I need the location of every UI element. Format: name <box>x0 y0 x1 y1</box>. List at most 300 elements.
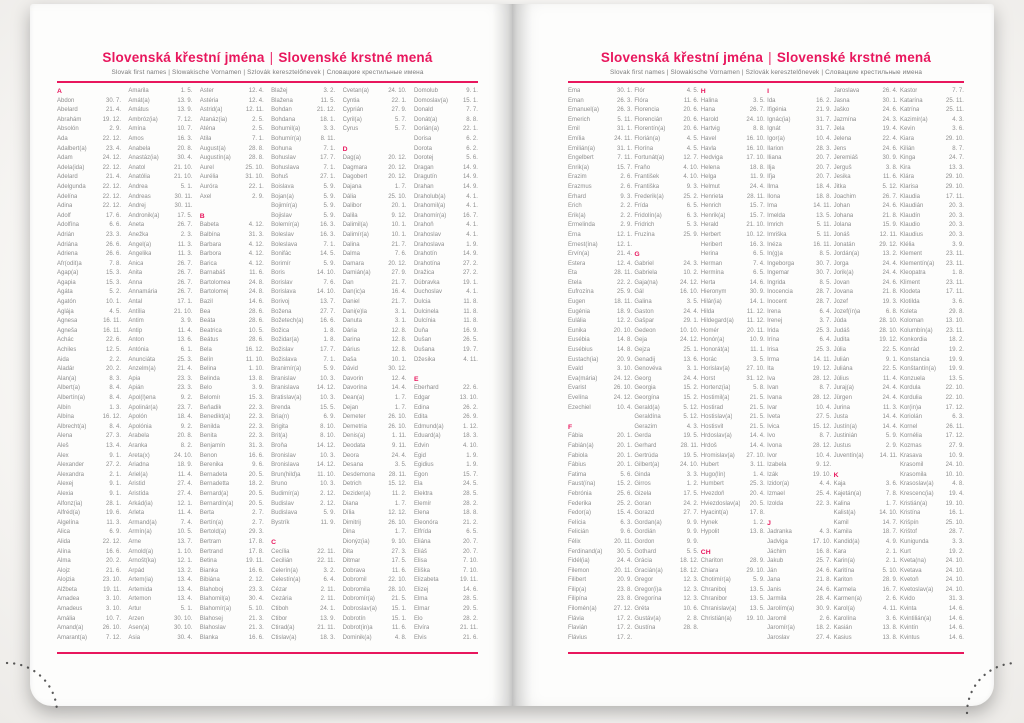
given-name: Jadranka <box>767 529 792 536</box>
given-name: Damián(a) <box>342 270 371 277</box>
given-name: Kor(in)a <box>899 404 922 411</box>
name-day-date: 28. 12. <box>812 375 832 382</box>
name-entry <box>271 519 335 529</box>
name-day-date: 27. 3. <box>105 433 121 440</box>
given-name: Klára <box>899 174 914 181</box>
given-name: Juliána <box>833 366 853 373</box>
name-day-date: 27. 2. <box>105 462 121 469</box>
name-day-date: 30. 9. <box>749 289 765 296</box>
name-entry <box>634 164 698 174</box>
name-entry <box>701 471 765 481</box>
name-day-date: 24. 12. <box>613 375 632 382</box>
name-entry <box>900 317 964 327</box>
name-day-date: 17. 6. <box>105 212 121 219</box>
name-entry <box>200 605 264 615</box>
given-name: Agáta <box>57 289 73 296</box>
name-entry <box>414 605 478 615</box>
name-entry <box>57 375 121 385</box>
given-name: Elma <box>413 596 428 603</box>
given-name: Barbara <box>199 241 222 248</box>
given-name: Erich <box>568 203 582 210</box>
name-day-date: 13. 10. <box>945 318 964 325</box>
name-entry <box>568 154 632 164</box>
name-day-date: 14. 8. <box>616 337 632 344</box>
name-entry <box>200 500 264 510</box>
given-name: Amos <box>128 135 144 142</box>
name-entry <box>634 260 698 270</box>
name-day-date: 14. 11. <box>813 356 832 363</box>
name-entry <box>701 375 765 385</box>
given-name: Koloman <box>899 318 924 325</box>
given-name: Anna <box>128 279 143 286</box>
name-entry <box>900 221 964 231</box>
given-name: Eva(mária) <box>568 375 598 382</box>
name-day-date: 5. 12. <box>683 414 699 421</box>
name-entry <box>568 116 632 126</box>
name-day-date: 8. 8. <box>753 126 765 133</box>
given-name: Gregor <box>634 577 654 584</box>
name-day-date: 11. 4. <box>177 471 193 478</box>
given-name: Chiara <box>700 567 719 574</box>
name-entry <box>343 423 407 433</box>
name-day-date: 21. 6. <box>105 567 121 574</box>
name-entry <box>128 615 192 625</box>
name-day-date: 12. 3. <box>683 596 699 603</box>
name-entry <box>414 624 478 634</box>
given-name: Kalist(a) <box>833 510 856 517</box>
name-day-date: 30. 1. <box>616 88 632 94</box>
name-day-date: 17. 5. <box>683 490 699 497</box>
name-day-date: 6. 5. <box>466 529 478 536</box>
name-entry <box>343 538 407 548</box>
name-entry <box>200 586 264 596</box>
name-entry <box>568 624 632 634</box>
name-day-date: 4. 1. <box>466 203 478 210</box>
name-entry <box>767 471 831 481</box>
name-day-date: 27. 9. <box>391 107 407 114</box>
name-entry <box>271 288 335 298</box>
name-entry <box>57 384 121 394</box>
given-name: Arne <box>128 538 142 545</box>
name-entry <box>343 452 407 462</box>
given-name: Aurel <box>199 164 214 171</box>
name-day-date: 17. 1. <box>177 299 193 306</box>
name-column <box>834 87 898 647</box>
name-entry <box>200 327 264 337</box>
name-entry <box>568 548 632 558</box>
name-day-date: 24. 3. <box>683 260 699 267</box>
name-entry <box>701 250 765 260</box>
name-entry <box>767 154 831 164</box>
name-day-date: 5. 6. <box>620 471 632 478</box>
given-name: Chranislav(a) <box>700 606 737 613</box>
name-day-date: 19. 10. <box>812 471 832 478</box>
name-day-date: 7. 1. <box>252 135 264 142</box>
name-day-date: 26. 7. <box>177 289 193 296</box>
name-day-date: 24. 6. <box>882 203 898 210</box>
name-day-date: 24. 4. <box>616 558 632 565</box>
name-entry <box>568 183 632 193</box>
name-entry <box>701 365 765 375</box>
name-entry <box>634 336 698 346</box>
name-entry <box>271 106 335 116</box>
name-day-date: 19. 2. <box>948 347 964 354</box>
name-entry <box>568 595 632 605</box>
name-day-date: 1. 8. <box>323 327 336 334</box>
name-day-date: 17. 2. <box>616 634 632 641</box>
name-entry <box>57 250 121 260</box>
given-name: Apolinár(a) <box>128 404 158 411</box>
name-entry <box>200 365 264 375</box>
name-entry <box>57 106 121 116</box>
name-entry <box>701 288 765 298</box>
given-name: Božena <box>271 308 292 315</box>
given-name: Hviezdoslav(a) <box>700 500 741 507</box>
given-name: Axel <box>199 193 212 200</box>
name-entry <box>343 356 407 366</box>
name-day-date: 13. 8. <box>882 625 898 632</box>
name-entry <box>900 500 964 510</box>
name-day-date: 12. 5. <box>105 347 121 354</box>
name-day-date: 22. 12. <box>102 183 121 190</box>
name-entry <box>767 557 831 567</box>
given-name: Fábia <box>568 433 584 440</box>
given-name: Demetria <box>342 423 367 430</box>
name-day-date: 26. 4. <box>882 88 898 94</box>
given-name: Apolón <box>128 414 148 421</box>
name-day-date: 21. 12. <box>316 107 336 114</box>
given-name: Cecilián <box>271 558 293 565</box>
given-name: Dag(a) <box>342 155 361 162</box>
name-entry <box>568 356 632 366</box>
name-day-date: 5. 1. <box>180 183 193 190</box>
name-entry <box>343 375 407 385</box>
name-day-date: 13. 4. <box>177 586 193 593</box>
given-name: Ifigénia <box>767 107 787 114</box>
given-name: Ginda <box>634 471 651 478</box>
given-name: Andronik(a) <box>128 212 160 219</box>
given-name: Domolub <box>413 88 438 94</box>
given-name: Ivo <box>767 433 776 440</box>
name-day-date: 18. 8. <box>462 510 478 517</box>
given-name: Alica <box>57 529 71 536</box>
given-name: Fruzína <box>634 231 655 238</box>
name-day-date: 3. 2. <box>323 567 336 574</box>
name-day-date: 24. 6. <box>882 279 898 286</box>
name-day-date: 17. 12. <box>945 404 964 411</box>
given-name: Jerguš <box>833 164 852 171</box>
given-name: Bibiána <box>199 577 220 584</box>
name-entry <box>900 413 964 423</box>
name-entry <box>414 413 478 423</box>
name-day-date: 24. 4. <box>683 375 699 382</box>
page-subtitle: Slovak first names | Slowakische Vornamen | Szlovák keresztelőnevek | Словацкие крестильные имена <box>111 69 424 76</box>
name-day-date: 28. 12. <box>812 442 832 449</box>
name-day-date: 6. 2. <box>466 145 478 152</box>
name-entry <box>834 365 898 375</box>
given-name: Ctislav(a) <box>271 634 297 641</box>
name-day-date: 14. 11. <box>879 452 898 459</box>
name-entry <box>767 548 831 558</box>
name-entry <box>701 452 765 462</box>
given-name: Jaroslav <box>767 634 790 641</box>
name-day-date: 31. 3. <box>948 596 964 603</box>
name-day-date: 24. 6. <box>816 586 832 593</box>
name-day-date: 12. 4. <box>616 260 632 267</box>
given-name: Arnošt(ka) <box>128 558 157 565</box>
name-entry <box>343 576 407 586</box>
name-day-date: 5. 7. <box>394 126 407 133</box>
given-name: Filemon <box>568 567 590 574</box>
given-name: Alida <box>57 538 71 545</box>
name-day-date: 22. 4. <box>882 135 898 142</box>
given-name: Hostirad <box>700 404 724 411</box>
name-entry <box>767 116 831 126</box>
given-name: Gabriel <box>634 260 654 267</box>
name-day-date: 20. 5. <box>248 500 264 507</box>
given-name: Eman <box>568 97 584 104</box>
name-day-date: 11. 9. <box>750 174 765 181</box>
name-day-date: 8. 10. <box>320 433 336 440</box>
name-entry <box>900 288 964 298</box>
header-rule <box>57 81 478 83</box>
name-day-date: 7. 1. <box>323 164 336 171</box>
given-name: Anežka <box>128 231 149 238</box>
name-entry <box>568 145 632 155</box>
given-name: Eugénia <box>568 308 591 315</box>
name-day-date: 4. 12. <box>248 241 264 248</box>
given-name: Kara <box>833 548 847 555</box>
name-entry <box>343 298 407 308</box>
name-day-date: 27. 9. <box>391 270 407 277</box>
name-day-date: 13. 3. <box>948 164 964 171</box>
name-entry <box>767 605 831 615</box>
name-day-date: 23. 3. <box>177 375 193 382</box>
section-letter: I <box>767 88 770 95</box>
name-entry <box>343 87 407 97</box>
given-name: Ingemar <box>767 270 790 277</box>
name-entry <box>634 576 698 586</box>
name-entry <box>701 164 765 174</box>
given-name: Genadij <box>634 356 656 363</box>
name-entry <box>767 327 831 337</box>
given-name: Kozmas <box>899 442 922 449</box>
name-entry <box>414 308 478 318</box>
name-entry <box>343 221 407 231</box>
given-name: Antília <box>128 308 146 315</box>
name-entry <box>767 375 831 385</box>
name-day-date: 17. 7. <box>320 347 336 354</box>
given-name: Ferdinand(a) <box>568 548 603 555</box>
name-day-date: 7. 7. <box>952 88 964 94</box>
name-entry <box>634 461 698 471</box>
name-day-date: 20. 7. <box>462 548 478 555</box>
name-day-date: 30. 11. <box>174 193 193 200</box>
name-day-date: 11. 9. <box>320 519 336 526</box>
given-name: Jozef <box>833 299 848 306</box>
given-name: Belomír <box>199 395 221 401</box>
name-day-date: 15. 9. <box>882 222 898 229</box>
name-entry <box>701 413 765 423</box>
given-name: Humbert <box>700 481 724 488</box>
given-name: Kiara <box>899 135 914 142</box>
name-entry <box>767 452 831 462</box>
given-name: Georgia <box>634 385 656 392</box>
name-day-date: 15. 7. <box>462 471 478 478</box>
name-entry <box>834 183 898 193</box>
name-day-date: 5. 11. <box>617 116 632 123</box>
name-entry <box>414 125 478 135</box>
name-day-date: 2. 9. <box>620 222 632 229</box>
name-day-date: 13. 5. <box>816 212 832 219</box>
name-day-date: 16. 2. <box>816 97 832 104</box>
name-day-date: 25. 2. <box>616 500 632 507</box>
given-name: Elizabeta <box>413 577 439 584</box>
name-entry <box>900 557 964 567</box>
name-day-date: 9. 2. <box>180 395 193 401</box>
name-entry <box>568 164 632 174</box>
name-day-date: 1. 2. <box>686 481 699 488</box>
name-entry <box>414 548 478 558</box>
name-entry <box>271 221 335 231</box>
name-day-date: 7. 7. <box>466 107 478 114</box>
name-entry <box>568 87 632 97</box>
name-day-date: 10. 1. <box>391 356 407 363</box>
name-day-date: 2. 6. <box>620 183 632 190</box>
name-entry <box>414 154 478 164</box>
name-entry <box>343 154 407 164</box>
section-letter: F <box>568 423 573 431</box>
name-entry <box>200 404 264 414</box>
name-entry <box>414 250 478 260</box>
name-entry <box>634 567 698 577</box>
name-day-date: 20. 5. <box>248 471 264 478</box>
name-day-date: 24. 5. <box>462 481 478 488</box>
given-name: Dragutín <box>413 174 437 181</box>
name-day-date: 24. 3. <box>882 116 898 123</box>
name-entry <box>57 269 121 279</box>
name-day-date: 20. 12. <box>388 164 407 171</box>
name-day-date: 2. 11. <box>320 586 336 593</box>
name-entry <box>128 356 192 366</box>
name-day-date: 29. 8. <box>948 308 964 315</box>
name-day-date: 25. 3. <box>816 347 832 354</box>
name-entry <box>200 221 264 231</box>
given-name: Ján <box>767 567 777 574</box>
given-name: Kveta(na) <box>899 558 926 565</box>
name-day-date: 15. 7. <box>616 164 632 171</box>
name-day-date: 7. 6. <box>323 279 336 286</box>
given-name: Draholub(a) <box>413 193 446 200</box>
given-name: Budimír(a) <box>271 490 300 497</box>
given-name: Edvin <box>413 442 429 449</box>
given-name: Božislav <box>271 347 294 354</box>
name-entry <box>57 173 121 183</box>
name-day-date: 3. 11. <box>750 462 765 469</box>
name-day-date: 10. 9. <box>948 452 964 459</box>
name-day-date: 11. 6. <box>683 97 699 104</box>
name-entry <box>900 548 964 558</box>
given-name: Jaromír(a) <box>767 625 795 632</box>
given-name: Hieronym <box>700 289 727 296</box>
name-entry <box>900 260 964 270</box>
given-name: Bertín(a) <box>199 519 224 526</box>
name-entry <box>271 125 335 135</box>
given-name: Anica <box>128 260 144 267</box>
given-name: Kaja <box>833 481 846 488</box>
name-day-date: 28. 8. <box>683 625 699 632</box>
name-day-date: 22. 3. <box>248 404 264 411</box>
name-day-date: 22. 12. <box>102 164 121 171</box>
given-name: Dália <box>342 193 357 200</box>
given-name: Hyacint(a) <box>700 510 729 517</box>
name-day-date: 27. 12. <box>613 606 632 613</box>
name-day-date: 24. 12. <box>680 337 699 344</box>
name-entry <box>57 490 121 500</box>
given-name: Gregorína <box>634 596 662 603</box>
given-name: Aurélia <box>199 174 219 181</box>
given-name: Karol(a) <box>833 606 855 613</box>
name-day-date: 18. 3. <box>462 433 478 440</box>
footer-rule <box>568 652 964 654</box>
name-entry <box>900 202 964 212</box>
name-entry <box>834 221 898 231</box>
given-name: Dobromila <box>342 586 370 593</box>
name-entry <box>414 327 478 337</box>
name-entry <box>568 528 632 538</box>
given-name: Erazmus <box>568 183 592 190</box>
name-day-date: 16. 3. <box>749 241 765 248</box>
given-name: Adalbert(a) <box>57 145 87 152</box>
given-name: Blahomil(a) <box>199 596 231 603</box>
name-entry <box>568 250 632 260</box>
given-name: Ervín(a) <box>568 251 590 258</box>
given-name: Kazimír(a) <box>899 116 928 123</box>
given-name: Inocent <box>767 299 787 306</box>
name-day-date: 22. 3. <box>248 433 264 440</box>
name-day-date: 4. 5. <box>686 88 699 94</box>
name-day-date: 20. 2. <box>105 366 121 373</box>
name-entry <box>57 432 121 442</box>
given-name: Belo <box>199 385 212 392</box>
name-day-date: 16. 11. <box>813 241 832 248</box>
name-entry <box>343 241 407 251</box>
name-entry <box>200 250 264 260</box>
name-day-date: 16. 9. <box>462 327 478 334</box>
name-day-date: 9. 1. <box>885 356 898 363</box>
name-entry <box>343 471 407 481</box>
name-day-date: 17. 11. <box>946 193 964 200</box>
name-entry <box>414 452 478 462</box>
name-entry <box>834 634 898 644</box>
name-entry <box>200 193 264 203</box>
name-entry <box>200 480 264 490</box>
name-entry <box>343 183 407 193</box>
name-day-date: 25. 11. <box>946 107 964 114</box>
name-entry <box>128 576 192 586</box>
name-entry <box>271 183 335 193</box>
footer-rule <box>57 652 478 654</box>
name-entry <box>57 125 121 135</box>
name-entry <box>271 260 335 270</box>
given-name: Evelína <box>568 395 589 401</box>
name-day-date: 20. 10. <box>613 327 632 334</box>
name-day-date: 13. 5. <box>948 375 964 382</box>
name-day-date: 9. 1. <box>466 88 478 94</box>
name-day-date: 17. 2. <box>616 615 632 622</box>
name-day-date: 16. 6. <box>248 634 264 641</box>
given-name: Bratislav(a) <box>271 395 302 401</box>
